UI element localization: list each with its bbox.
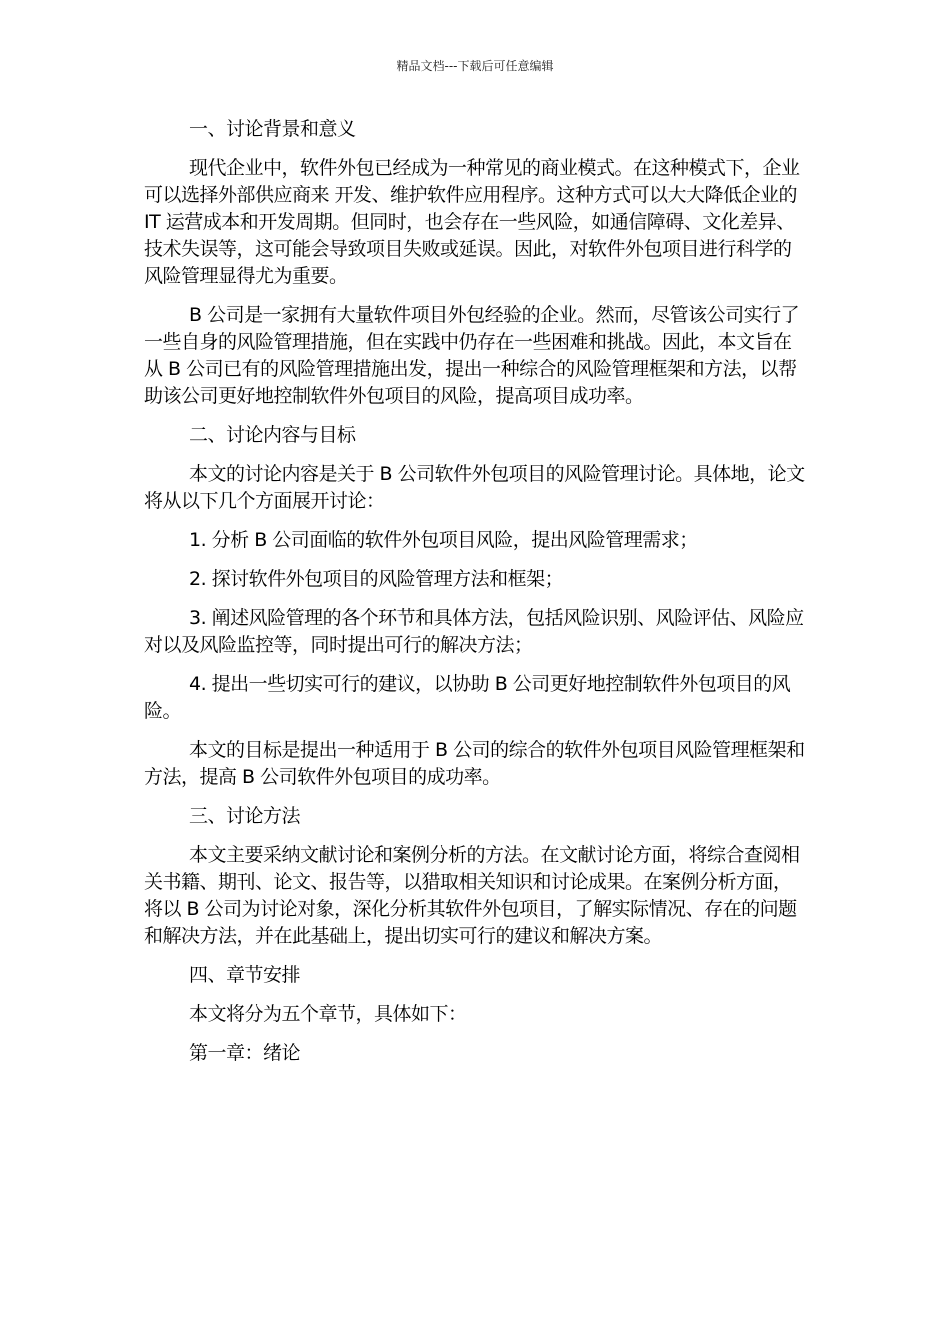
paragraph-company-b: B 公司是一家拥有大量软件项目外包经验的企业。然而，尽管该公司实行了一些自身的风险管理措施，但在实践中仍存在一些困难和挑战。因此，本文旨在从 B 公司已有的风险管理措施出发，提出一种综合的风险管理框架和方法，以帮助该公司更好地控制软件外包项目的风险，提高项目成功率。 <box>144 304 800 407</box>
chapter-1-line: 第一章：绪论 <box>189 1042 301 1064</box>
paragraph-method: 本文主要采纳文献讨论和案例分析的方法。在文献讨论方面，将综合查阅相关书籍、期刊、论文、报告等，以猎取相关知识和讨论成果。在案例分析方面，将以 B 公司为讨论对象，深化分析其软件外包项目，了解实际情况、存在的问题和解决方法，并在此基础上，提出切实可行的建议和解决方案。 <box>144 844 800 947</box>
paragraph-content-intro: 本文的讨论内容是关于 B 公司软件外包项目的风险管理讨论。具体地，论文将从以下几个方面展开讨论： <box>144 463 805 512</box>
section-heading-1: 一、讨论背景和意义 <box>189 118 356 140</box>
list-item-1: 1. 分析 B 公司面临的软件外包项目风险，提出风险管理需求； <box>189 529 698 551</box>
paragraph-chapters-intro: 本文将分为五个章节，具体如下： <box>189 1003 467 1025</box>
section-heading-3: 三、讨论方法 <box>189 805 301 827</box>
paragraph-background: 现代企业中，软件外包已经成为一种常见的商业模式。在这种模式下，企业可以选择外部供应商来 开发、维护软件应用程序。这种方式可以大大降低企业的 IT 运营成本和开发周期。但同时，也会存在一些风险，如通信障碍、文化差异、技术失误等，这可能会导致项目失败或延误。因此，对软件外包项目进行科学的风险管理显得尤为重要。 <box>144 157 800 287</box>
document-body <box>144 116 808 1067</box>
section-heading-4: 四、章节安排 <box>189 964 301 986</box>
list-item-2: 2. 探讨软件外包项目的风险管理方法和框架； <box>189 568 564 590</box>
page-header: 精品文档---下载后可任意编辑 <box>396 59 554 73</box>
paragraph-goal: 本文的目标是提出一种适用于 B 公司的综合的软件外包项目风险管理框架和方法，提高 B 公司软件外包项目的成功率。 <box>144 739 805 788</box>
list-item-3: 3. 阐述风险管理的各个环节和具体方法，包括风险识别、风险评估、风险应对以及风险监控等，同时提出可行的解决方法； <box>144 607 804 656</box>
list-item-4: 4. 提出一些切实可行的建议，以协助 B 公司更好地控制软件外包项目的风险。 <box>144 673 791 722</box>
section-heading-2: 二、讨论内容与目标 <box>189 424 356 446</box>
